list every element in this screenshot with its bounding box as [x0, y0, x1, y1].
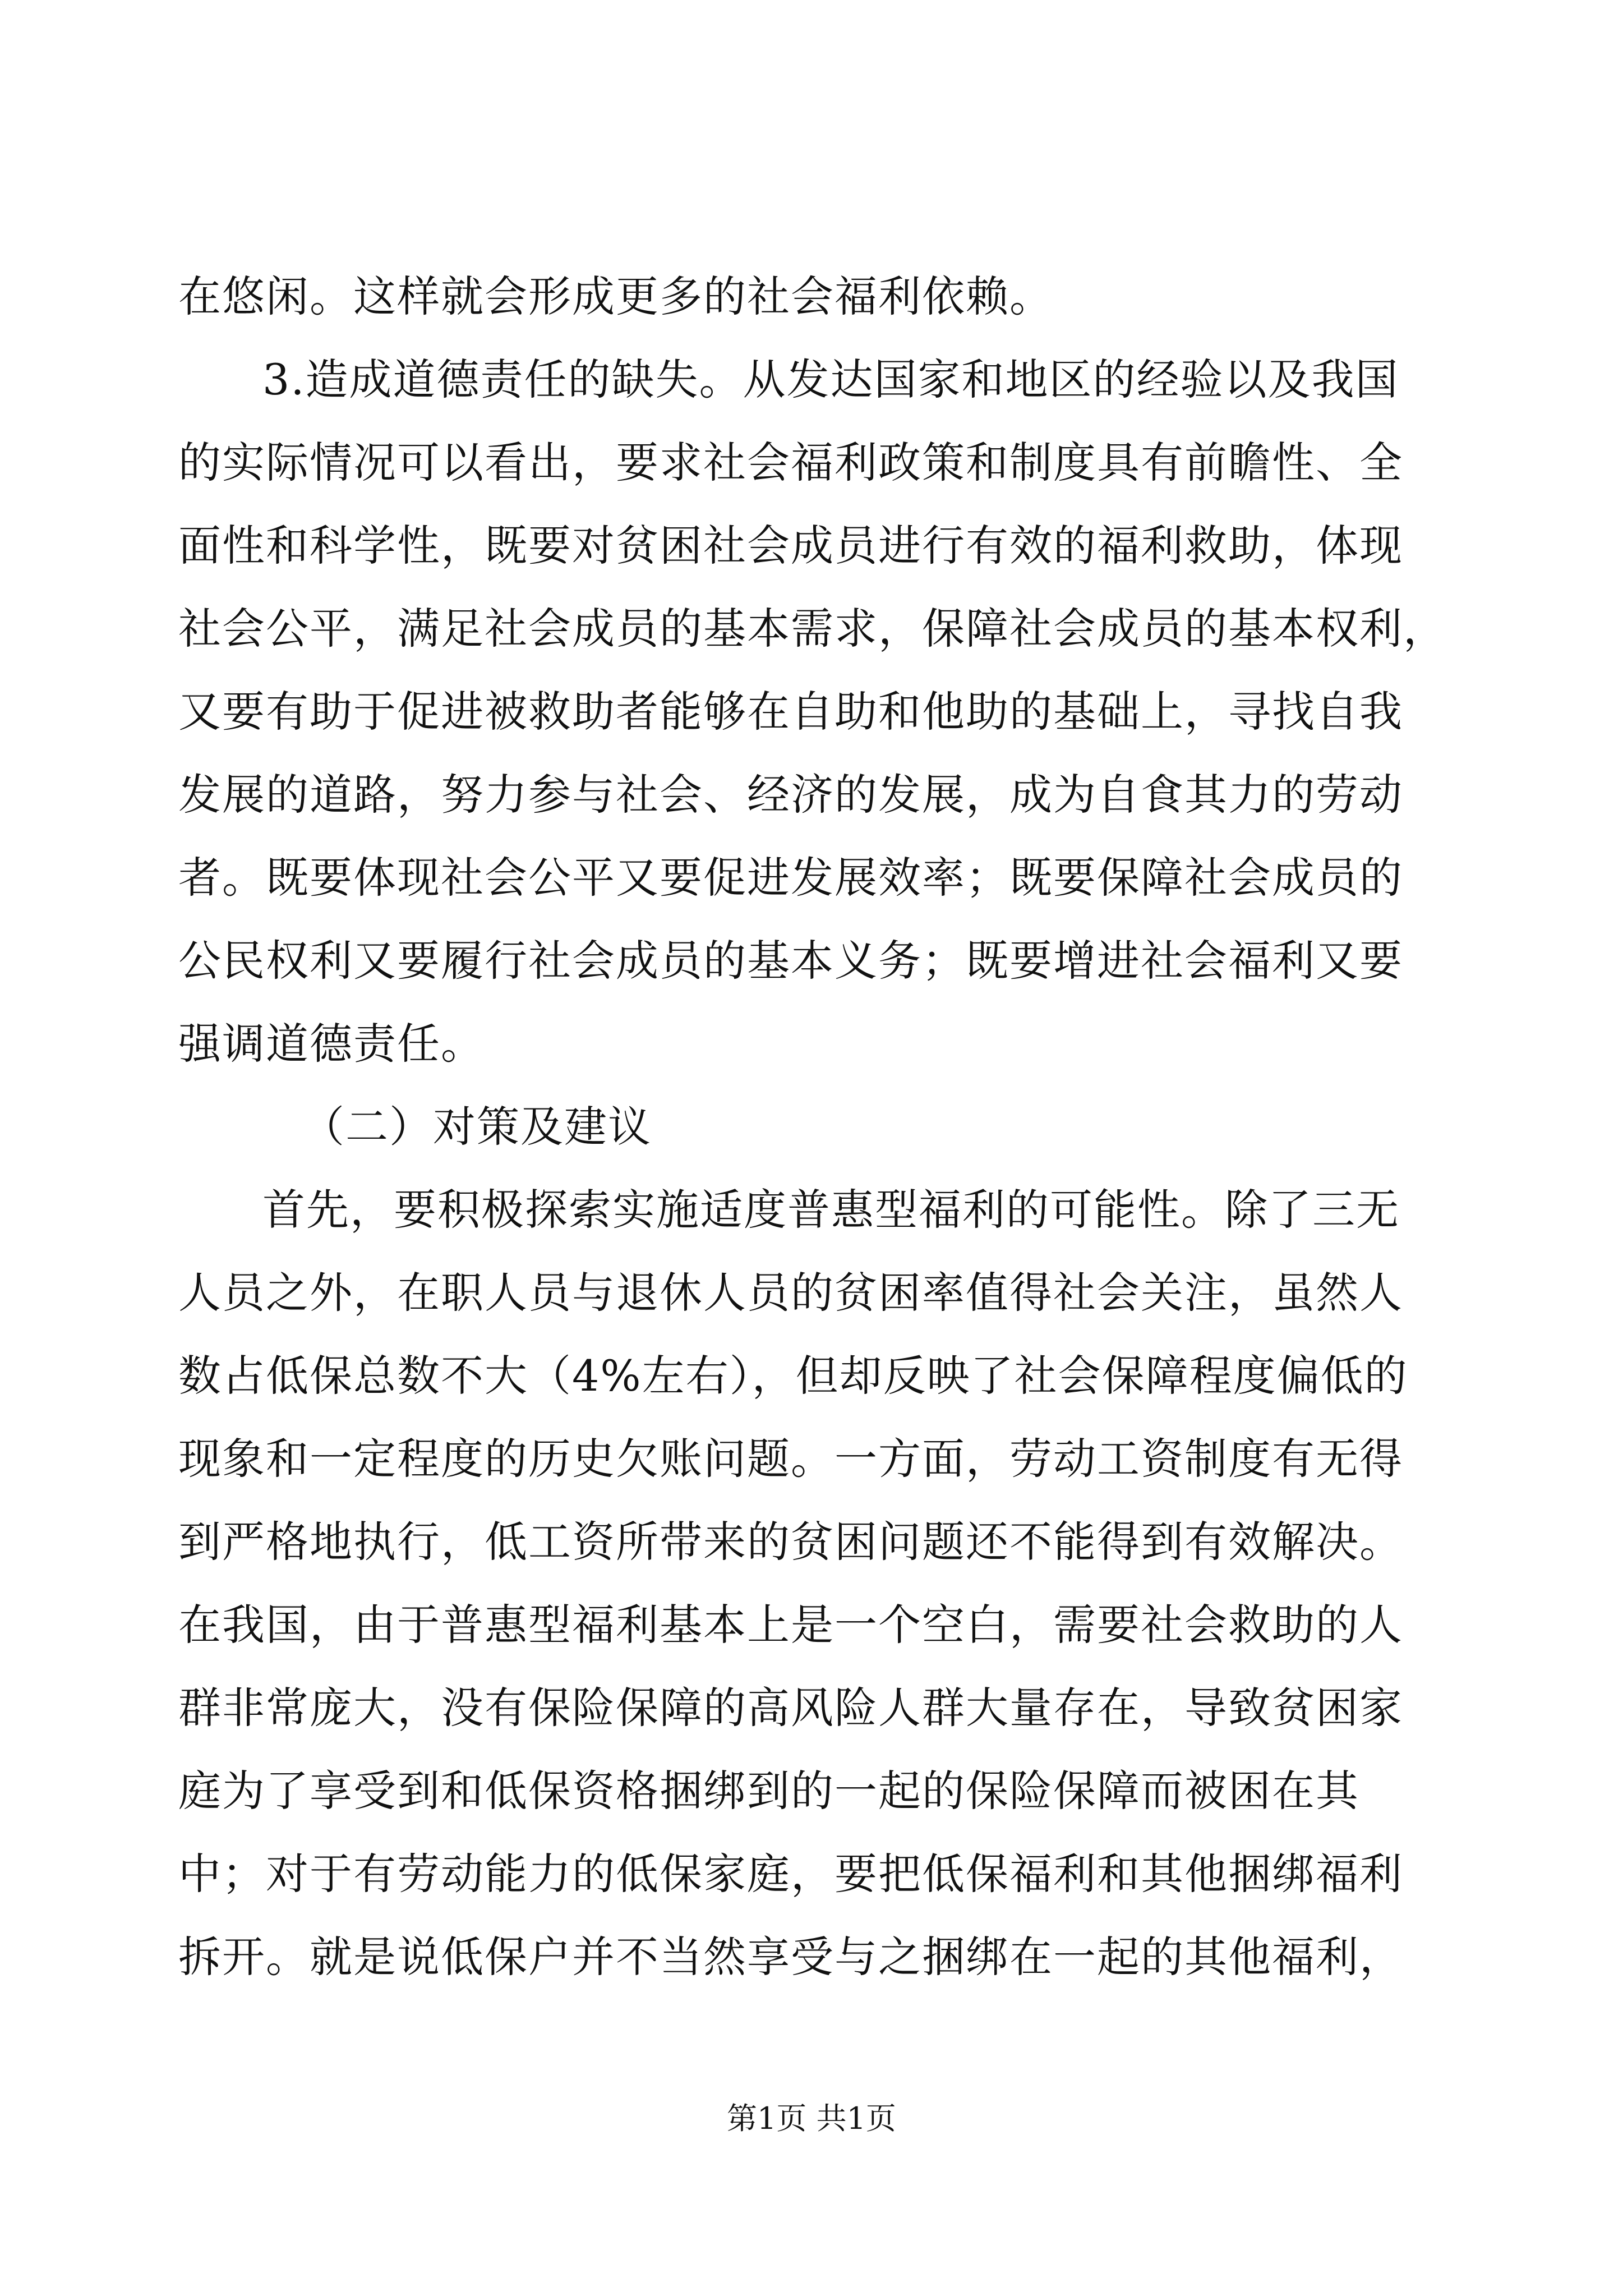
text-line: 数占低保总数不大（4%左右），但却反映了社会保障程度偏低的	[178, 1351, 1408, 1401]
text-line: 社会公平，满足社会成员的基本需求，保障社会成员的基本权利，	[178, 604, 1447, 654]
text-line: 到严格地执行，低工资所带来的贫困问题还不能得到有效解决。	[178, 1517, 1403, 1567]
text-line: 群非常庞大，没有保险保障的高风险人群大量存在，导致贫困家	[178, 1683, 1403, 1733]
text-line: 现象和一定程度的历史欠账问题。一方面，劳动工资制度有无得	[178, 1434, 1403, 1484]
text-line: 庭为了享受到和低保资格捆绑到的一起的保险保障而被困在其	[178, 1766, 1359, 1816]
text-line: 在我国，由于普惠型福利基本上是一个空白，需要社会救助的人	[178, 1600, 1403, 1650]
text-line: 者。既要体现社会公平又要促进发展效率；既要保障社会成员的	[178, 853, 1403, 903]
text-line: 拆开。就是说低保户并不当然享受与之捆绑在一起的其他福利，	[178, 1932, 1403, 1982]
text-line: 人员之外，在职人员与退休人员的贫困率值得社会关注，虽然人	[178, 1268, 1403, 1318]
document-body	[178, 255, 1447, 1999]
text-line: 3.造成道德责任的缺失。从发达国家和地区的经验以及我国	[262, 355, 1399, 404]
text-line: 面性和科学性，既要对贫困社会成员进行有效的福利救助，体现	[178, 521, 1403, 570]
text-line: 在悠闲。这样就会形成更多的社会福利依赖。	[178, 272, 1053, 321]
text-line: 强调道德责任。	[178, 1019, 485, 1069]
text-line: 的实际情况可以看出，要求社会福利政策和制度具有前瞻性、全	[178, 438, 1403, 487]
text-line: 首先，要积极探索实施适度普惠型福利的可能性。除了三无	[262, 1185, 1400, 1235]
text-line: 又要有助于促进被救助者能够在自助和他助的基础上，寻找自我	[178, 687, 1403, 737]
text-line: 中；对于有劳动能力的低保家庭，要把低保福利和其他捆绑福利	[178, 1849, 1403, 1899]
page-footer: 第1页 共1页	[727, 2101, 896, 2136]
section-heading: （二）对策及建议	[302, 1102, 652, 1152]
text-line: 公民权利又要履行社会成员的基本义务；既要增进社会福利又要	[178, 936, 1403, 986]
text-line: 发展的道路，努力参与社会、经济的发展，成为自食其力的劳动	[178, 770, 1403, 820]
